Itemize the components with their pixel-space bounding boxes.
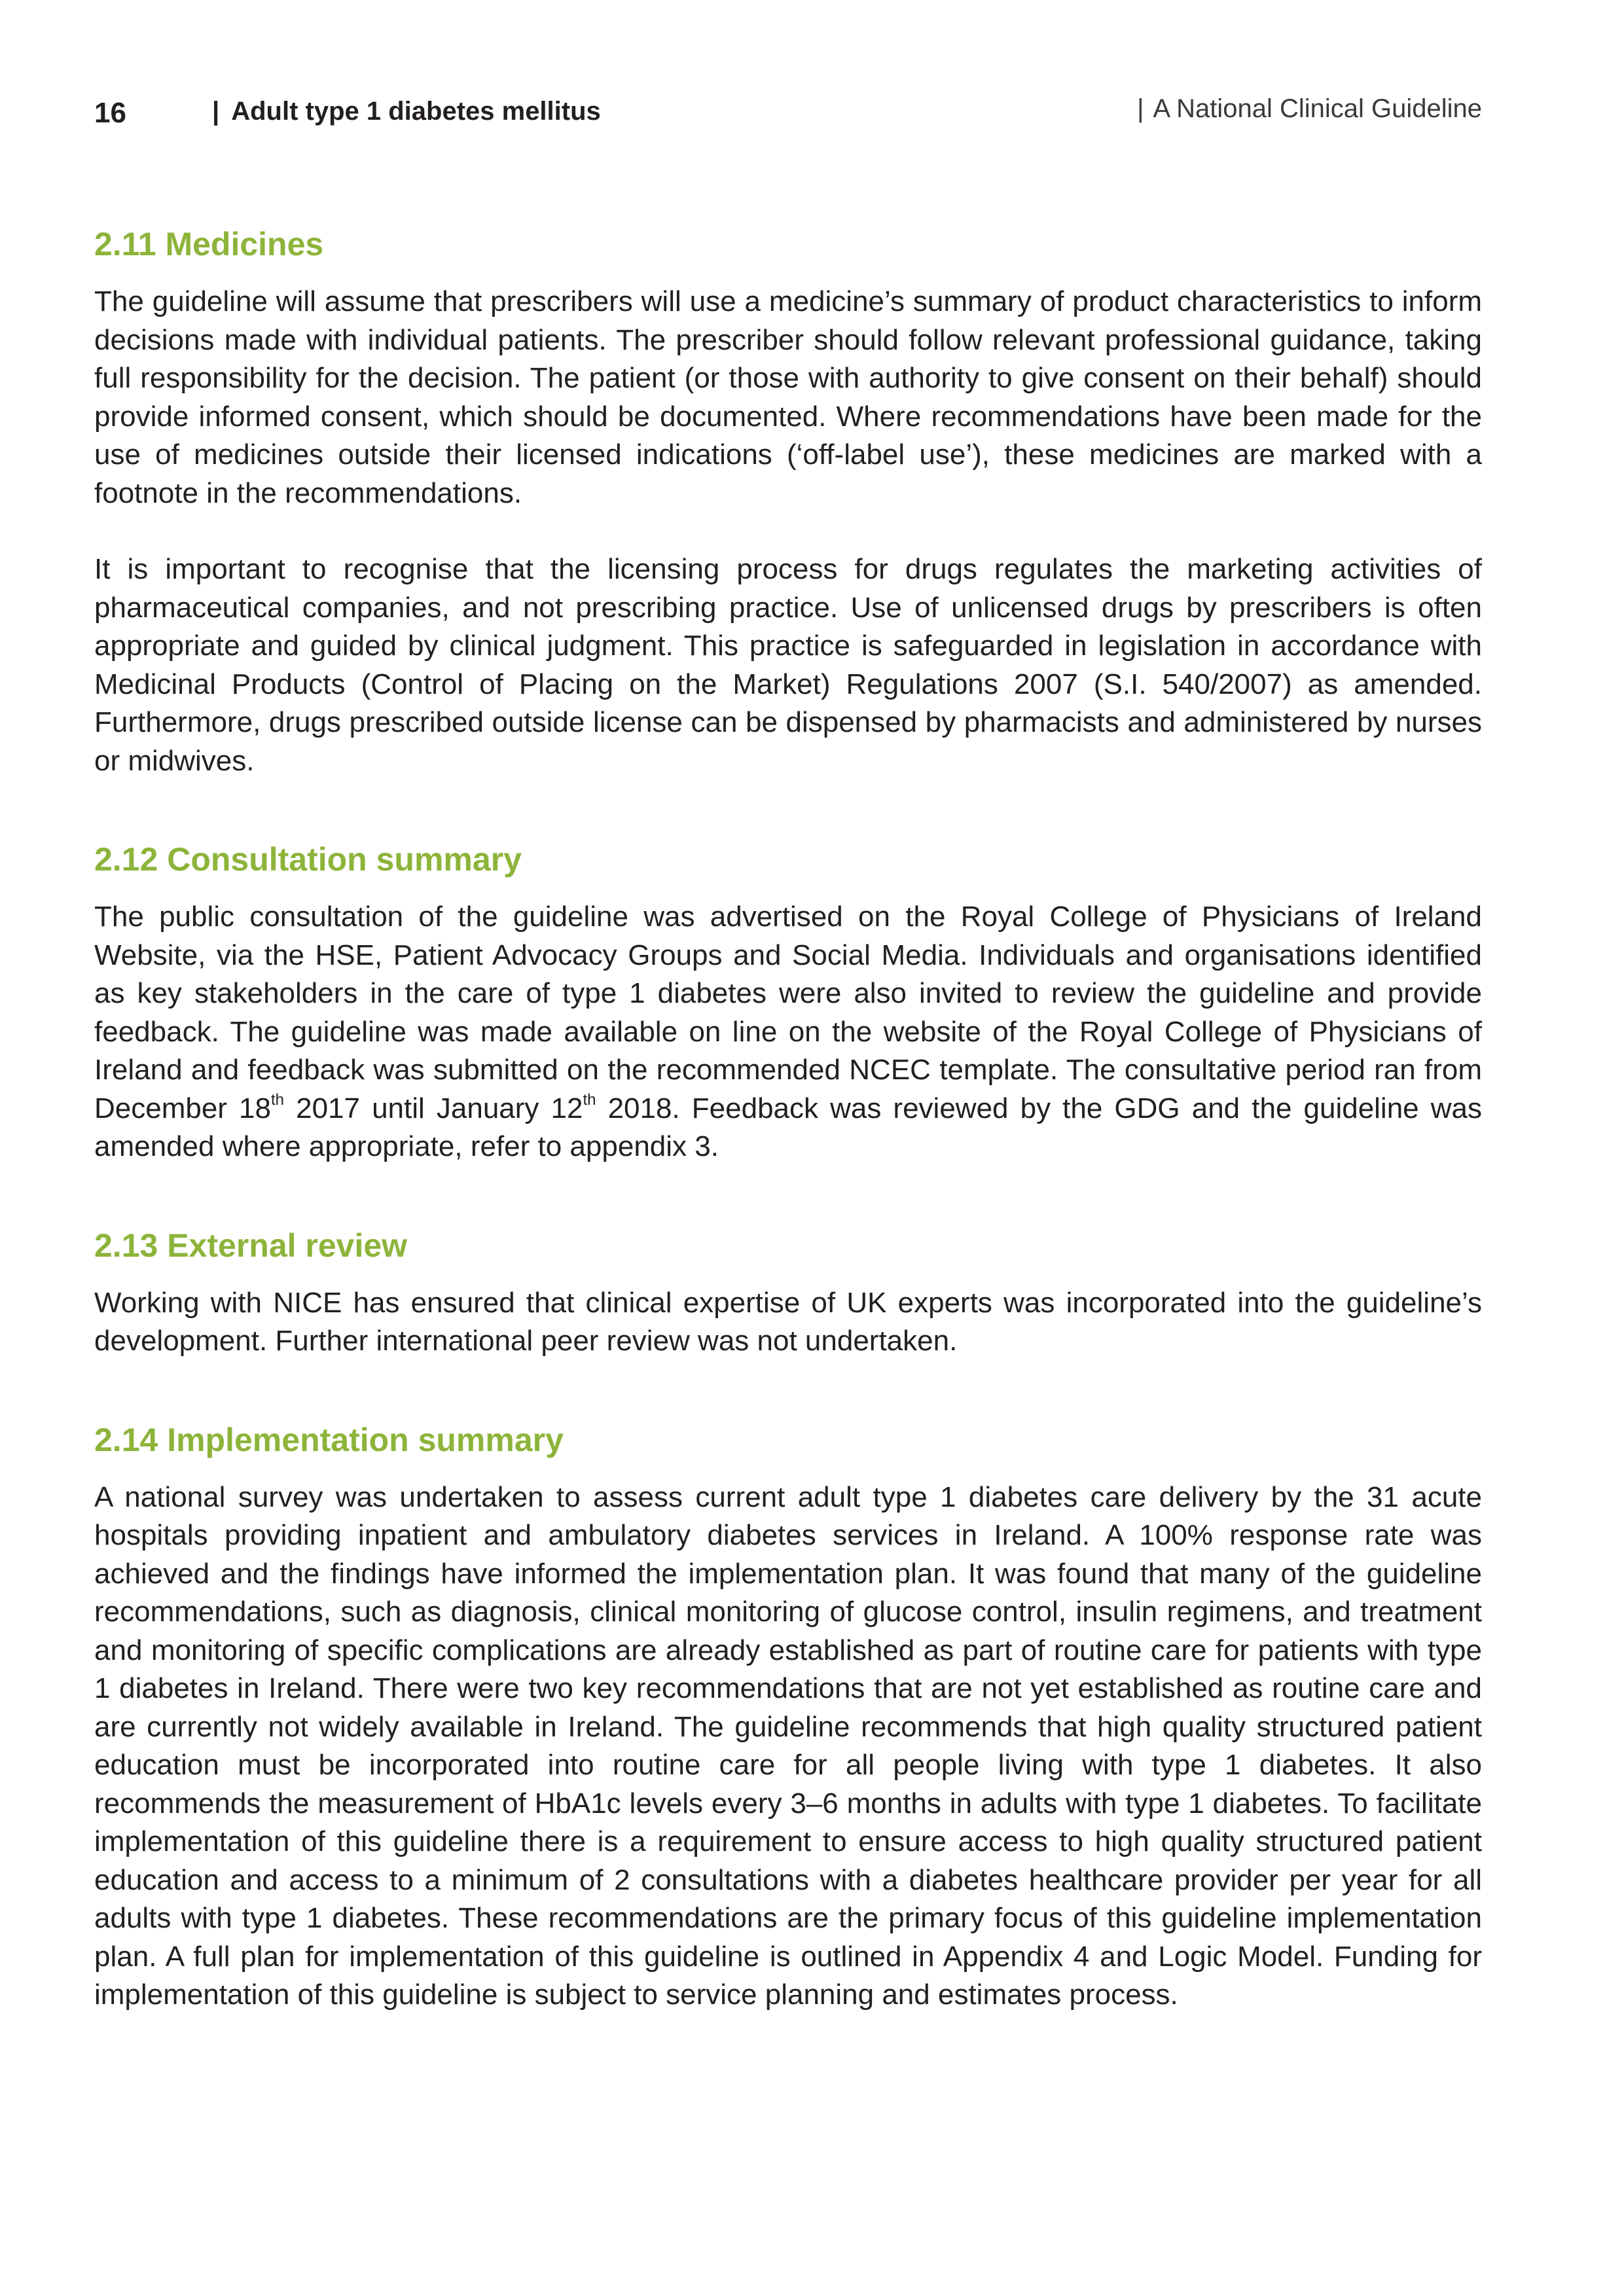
- superscript: th: [583, 1090, 596, 1109]
- section-medicines: [94, 223, 1482, 780]
- paragraph: It is important to recognise that the licensing process for drugs regulates the marketing activities of pharmaceutical companies, and not prescribing practice. Use of unlicensed drugs by prescribers is often appropriate and guided by clinical judgment. This practice is safeguarded in legislation in accordance with Medicinal Products (Control of Placing on the Market) Regulations 2007 (S.I. 540/2007) as amended. Furthermore, drugs prescribed outside license can be dispensed by pharmacists and administered by nurses or midwives.: [94, 553, 1482, 777]
- section-heading: 2.13 External review: [94, 1227, 408, 1264]
- series-title: [1137, 94, 1482, 124]
- paragraph-text: The public consultation of the guideline was advertised on the Royal College of Physicians of Ireland Website, via the HSE, Patient Advocacy Groups and Social Media. Individuals and organisations identified as key stakeholders in the care of type 1 diabetes were also invited to review the guideline and provide feedback. The guideline was made available on line on the website of the Royal College of Physicians of Ireland and feedback was submitted on the recommended NCEC template. The consultative period ran from December 18: [94, 901, 1482, 1124]
- page-content: [94, 223, 1482, 2015]
- running-title: [212, 97, 601, 126]
- paragraph: Working with NICE has ensured that clinical expertise of UK experts was incorporated into the guideline’s development. Further international peer review was not undertaken.: [94, 1286, 1482, 1357]
- paragraph: [94, 898, 1482, 1166]
- section-heading: 2.14 Implementation summary: [94, 1421, 564, 1458]
- series-title-text: A National Clinical Guideline: [1153, 94, 1482, 123]
- series-separator: |: [1137, 94, 1144, 123]
- paragraph: A national survey was undertaken to assess current adult type 1 diabetes care delivery by the 31 acute hospitals providing inpatient and ambulatory diabetes services in Ireland. A 100% response rate was achieved and the findings have informed the implementation plan. It was found that many of the guideline recommendations, such as diagnosis, clinical monitoring of glucose control, insulin regimens, and treatment and monitoring of specific complications are already established as part of routine care for patients with type 1 diabetes in Ireland. There were two key recommendations that are not yet established as routine care and are currently not widely available in Ireland. The guideline recommends that high quality structured patient education must be incorporated into routine care for all people living with type 1 diabetes. It also recommends the measurement of HbA1c levels every 3–6 months in adults with type 1 diabetes. To facilitate implementation of this guideline there is a requirement to ensure access to high quality structured patient education and access to a minimum of 2 consultations with a diabetes healthcare provider per year for all adults with type 1 diabetes. These recommendations are the primary focus of this guideline implementation plan. A full plan for implementation of this guideline is outlined in Appendix 4 and Logic Model. Funding for implementation of this guideline is subject to service planning and estimates process.: [94, 1480, 1482, 2011]
- superscript: th: [271, 1090, 285, 1109]
- section-consultation-summary: [94, 838, 1482, 1166]
- paragraph-text: 2018. Feedback was reviewed by the GDG and the guideline was amended where appropriate, refer to appendix 3.: [94, 1092, 1482, 1162]
- section-heading: 2.12 Consultation summary: [94, 841, 522, 878]
- running-title-text: Adult type 1 diabetes mellitus: [231, 97, 601, 126]
- header-separator: |: [212, 97, 220, 126]
- page-number: 16: [94, 97, 126, 129]
- section-external-review: [94, 1224, 1482, 1361]
- paragraph-text: 2017 until January 12: [284, 1092, 583, 1124]
- paragraph: The guideline will assume that prescribers will use a medicine’s summary of product characteristics to inform decisions made with individual patients. The prescriber should follow relevant professional guidance, taking full responsibility for the decision. The patient (or those with authority to give consent on their behalf) should provide informed consent, which should be documented. Where recommendations have been made for the use of medicines outside their licensed indications (‘off-label use’), these medicines are marked with a footnote in the recommendations.: [94, 285, 1482, 509]
- section-heading: 2.11 Medicines: [94, 226, 324, 262]
- page-header: [94, 92, 1482, 137]
- section-implementation-summary: [94, 1418, 1482, 2015]
